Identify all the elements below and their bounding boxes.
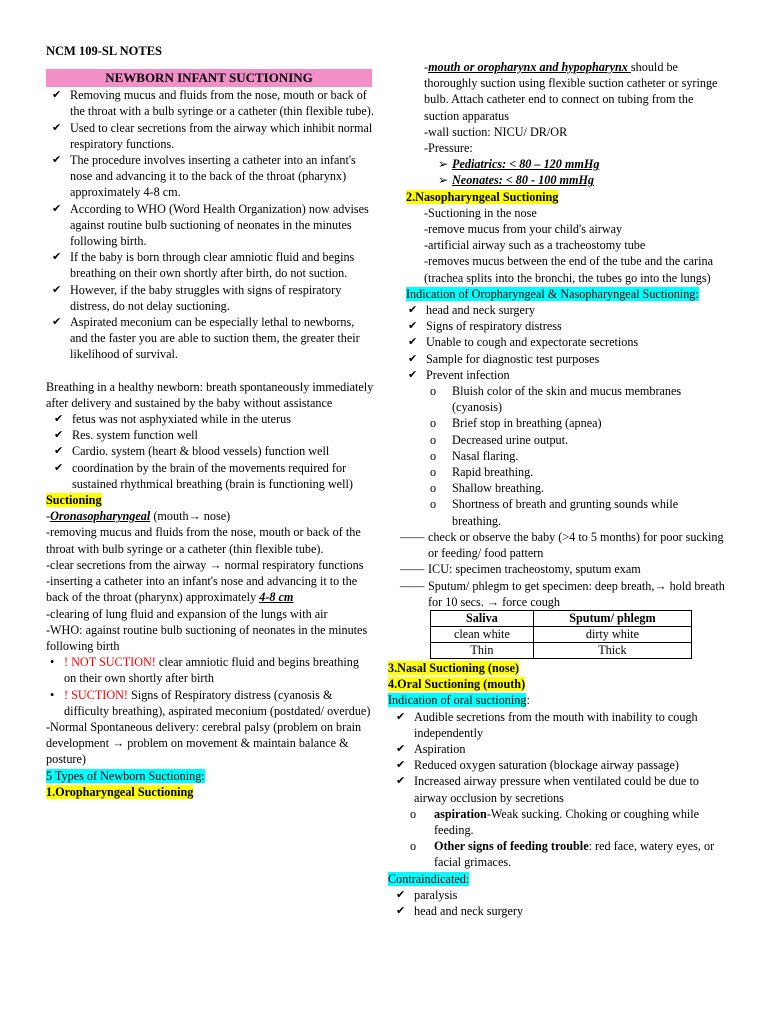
list-item: ✔ If the baby is born through clear amniotic fluid and begins breathing on their own shortly after birth, do not suction. [52, 250, 355, 281]
list-item: ➢ Pediatrics: < 80 – 120 mmHg [438, 157, 600, 172]
check-icon: ✔ [52, 283, 62, 296]
nasal-heading: 3.Nasal Suctioning (nose) [388, 660, 520, 675]
list-item: o Bluish color of the skin and mucus membranes (cyanosis) [430, 384, 682, 415]
infection-signs-list [388, 383, 728, 529]
check-icon: ✔ [54, 445, 64, 458]
check-icon: ✔ [396, 888, 406, 901]
check-icon: ✔ [54, 413, 64, 426]
check-icon: ✔ [52, 251, 62, 264]
table-cell: dirty white [533, 626, 691, 642]
list-item: ✔ Prevent infection [408, 367, 510, 382]
list-item: ✔ head and neck surgery [396, 903, 524, 918]
circle-bullet-icon: o [430, 448, 437, 463]
list-item: • ! NOT SUCTION! clear amniotic fluid and begins breathing on their own shortly after birth [50, 655, 359, 686]
list-item: ✔ paralysis [396, 887, 458, 902]
list-item: o Shortness of breath and grunting sounds while breathing. [430, 497, 679, 528]
list-item: ✔ Increased airway pressure when ventilated could be due to airway occlusion by secretions [396, 774, 699, 805]
list-item: o Rapid breathing. [430, 465, 534, 480]
table-header: Sputum/ phlegm [533, 610, 691, 626]
list-item: o aspiration-Weak sucking. Choking or coughing while feeding. [410, 806, 700, 837]
indication-heading: Indication of Oropharyngeal & Nasopharyngeal Suctioning: [406, 286, 699, 301]
feeding-signs-list [388, 806, 728, 871]
saliva-sputum-table [430, 610, 692, 659]
table-cell: Thin [431, 642, 534, 658]
list-item: ✔ Signs of respiratory distress [408, 319, 562, 334]
list-item: ✔ Sample for diagnostic test purposes [408, 351, 600, 366]
suction-rules-list [44, 654, 374, 719]
arrow-icon: ➢ [438, 157, 449, 172]
breathing-check-list [44, 411, 374, 492]
check-icon: ✔ [52, 316, 62, 329]
oropharyngeal-heading: 1.Oropharyngeal Suctioning [46, 784, 194, 799]
dash-icon: —— [400, 562, 425, 577]
check-icon: ✔ [396, 775, 406, 788]
oral-indication-heading: Indication of oral suctioning: [388, 693, 530, 708]
text-line: -removes mucus between the end of the tube and the carina (trachea splits into the bronchi, the tubes go into the lungs) [424, 254, 714, 285]
check-icon: ✔ [52, 89, 62, 102]
dash-icon: —— [400, 578, 425, 593]
check-icon: ✔ [52, 154, 62, 167]
bullet-icon: • [50, 655, 55, 670]
text-line: -clearing of lung fluid and expansion of the lungs with air [46, 606, 328, 621]
table-header: Saliva [431, 610, 534, 626]
oronasopharyngeal-line: -Oronasopharyngeal (mouth→ nose) [46, 509, 231, 524]
check-icon: ✔ [52, 121, 62, 134]
contraindicated-list [388, 887, 728, 919]
circle-bullet-icon: o [430, 432, 437, 447]
page-title: NCM 109-SL NOTES [46, 44, 162, 58]
wall-suction-line: -wall suction: NICU/ DR/OR [424, 124, 568, 139]
list-item: ✔ head and neck surgery [408, 303, 536, 318]
list-item: ✔ coordination by the brain of the movements required for sustained rhythmical breathing (brain is functioning well) [54, 460, 353, 491]
table-header-row [431, 610, 692, 626]
suctioning-heading: Suctioning [46, 493, 102, 508]
text-line: -clear secretions from the airway → normal respiratory functions [46, 557, 364, 572]
right-column [388, 59, 728, 919]
intro-check-list [44, 87, 374, 362]
table-cell: Thick [533, 642, 691, 658]
circle-bullet-icon: o [430, 384, 437, 399]
circle-bullet-icon: o [430, 465, 437, 480]
table-cell: clean white [431, 626, 534, 642]
text-line: -Suctioning in the nose [424, 205, 537, 220]
breathing-intro: Breathing in a healthy newborn: breath spontaneously immediately after delivery and sustained by the baby without assistance [46, 379, 374, 410]
list-item: ✔ Used to clear secretions from the airway which inhibit normal respiratory functions. [52, 120, 373, 151]
list-item: o Brief stop in breathing (apnea) [430, 416, 602, 431]
text-line: -remove mucus from your child's airway [424, 222, 623, 237]
circle-bullet-icon: o [430, 497, 437, 512]
contraindicated-heading: Contraindicated: [388, 871, 470, 886]
check-icon: ✔ [408, 320, 418, 333]
oral-indication-list [388, 709, 728, 806]
list-item: ✔ The procedure involves inserting a catheter into an infant's nose and advancing it to the back of the throat (pharynx) approximately 4-8 cm. [52, 153, 356, 200]
text-line: -artificial airway such as a tracheostomy tube [424, 238, 646, 253]
circle-bullet-icon: o [410, 839, 417, 854]
check-icon: ✔ [408, 368, 418, 381]
list-item: o Nasal flaring. [430, 448, 519, 463]
check-icon: ✔ [54, 461, 64, 474]
check-icon: ✔ [396, 904, 406, 917]
list-item: ✔ Unable to cough and expectorate secretions [408, 335, 639, 350]
check-icon: ✔ [54, 429, 64, 442]
circle-bullet-icon: o [410, 806, 417, 821]
list-item: ✔ Res. system function well [54, 428, 198, 443]
section-header: NEWBORN INFANT SUCTIONING [46, 69, 372, 87]
check-icon: ✔ [408, 336, 418, 349]
list-item: ✔ However, if the baby struggles with signs of respiratory distress, do not delay suctioning. [52, 282, 342, 313]
check-icon: ✔ [396, 742, 406, 755]
list-item: —— Sputum/ phlegm to get specimen: deep breath,→ hold breath for 10 secs. → force cough [400, 578, 725, 609]
list-item: ✔ Removing mucus and fluids from the nose, mouth or back of the throat with a bulb syringe or a catheter (thin flexible tube). [52, 88, 374, 119]
check-icon: ✔ [396, 710, 406, 723]
oral-heading: 4.Oral Suctioning (mouth) [388, 677, 526, 692]
observation-list [388, 529, 728, 610]
circle-bullet-icon: o [430, 416, 437, 431]
table-row [431, 642, 692, 658]
list-item: ✔ According to WHO (Word Health Organization) now advises against routine bulb suctioning of neonates in the minutes following birth. [52, 201, 369, 249]
list-item: o Shallow breathing. [430, 481, 545, 496]
list-item: ✔ Aspirated meconium can be especially lethal to newborns, and the faster you are able to suction them, the greater their likelihood of survival. [52, 315, 360, 362]
list-item: ➢ Neonates: < 80 - 100 mmHg [438, 173, 595, 188]
list-item: • ! SUCTION! Signs of Respiratory distress (cyanosis & difficulty breathing), aspirated meconium (postdated/ overdue) [50, 687, 371, 718]
list-item: ✔ Cardio. system (heart & blood vessels) function well [54, 444, 330, 459]
normal-delivery-line: -Normal Spontaneous delivery: cerebral palsy (problem on brain development → problem on movement & maintain balance & posture) [46, 719, 362, 767]
list-item: ✔ fetus was not asphyxiated while in the uterus [54, 412, 291, 427]
check-icon: ✔ [396, 759, 406, 772]
list-item: ✔ Reduced oxygen saturation (blockage airway passage) [396, 758, 679, 773]
bullet-icon: • [50, 687, 55, 702]
table-row [431, 626, 692, 642]
dash-icon: —— [400, 529, 425, 544]
list-item: —— ICU: specimen tracheostomy, sputum exam [400, 562, 641, 577]
text-line: -WHO: against routine bulb suctioning of neonates in the minutes following birth [46, 622, 368, 653]
circle-bullet-icon: o [430, 481, 437, 496]
left-column [44, 58, 374, 800]
nasopharyngeal-heading: 2.Nasopharyngeal Suctioning [406, 189, 559, 204]
arrow-icon: ➢ [438, 173, 449, 188]
pressure-line: -Pressure: [424, 141, 473, 156]
check-icon: ✔ [408, 304, 418, 317]
inserting-line: -inserting a catheter into an infant's nose and advancing it to the back of the throat (pharynx) approximately 4-8 cm [46, 574, 358, 605]
check-icon: ✔ [408, 352, 418, 365]
check-icon: ✔ [52, 202, 62, 215]
pressure-list [388, 156, 728, 188]
list-item: ✔ Aspiration [396, 741, 466, 756]
list-item: o Other signs of feeding trouble: red face, watery eyes, or facial grimaces. [410, 839, 715, 870]
five-types-heading: 5 Types of Newborn Suctioning: [46, 768, 205, 783]
list-item: o Decreased urine output. [430, 432, 569, 447]
indication-check-list [388, 302, 728, 383]
list-item: —— check or observe the baby (>4 to 5 months) for poor sucking or feeding/ food pattern [400, 529, 724, 561]
text-line: -removing mucus and fluids from the nose, mouth or back of the throat with bulb syringe or a catheter (thin flexible tube). [46, 525, 361, 556]
list-item: ✔ Audible secretions from the mouth with inability to cough independently [396, 709, 698, 740]
mouth-line: -mouth or oropharynx and hypopharynx should be thoroughly suction using flexible suction catheter or syringe bulb. Attach catheter end to connect on tubing from the suction apparatus [424, 60, 718, 123]
